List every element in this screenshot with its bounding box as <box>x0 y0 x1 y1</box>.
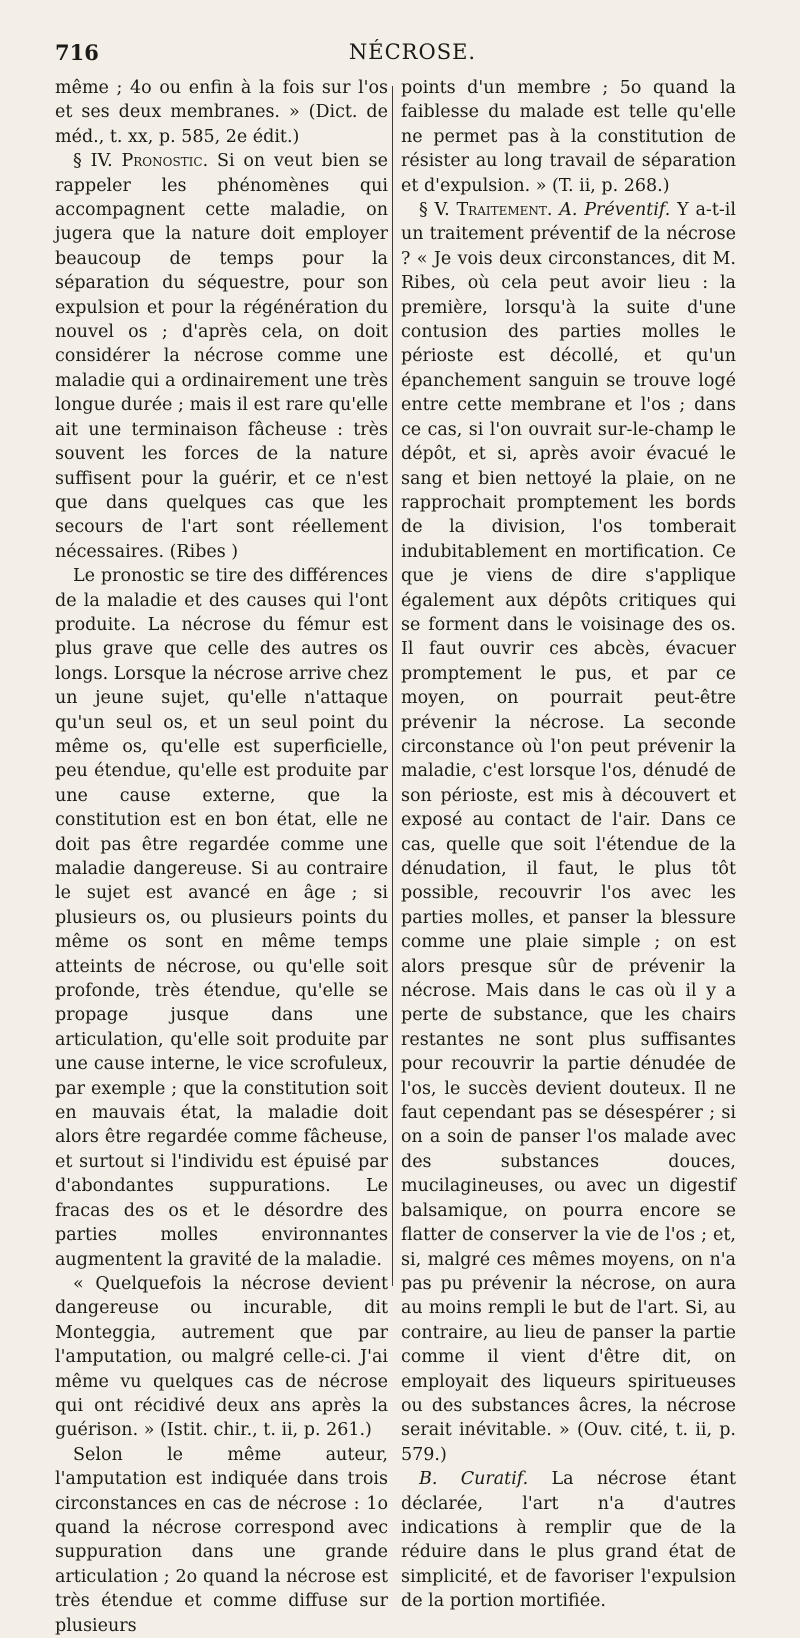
paragraph: points d'un membre ; 5o quand la faiblesse du malade est telle qu'elle ne permet pas à la constitution de résister au long travail de séparation et d'expulsion. » (T. ii, p. 268.) <box>401 78 736 196</box>
column-divider <box>392 86 393 1286</box>
section-heading: § V. Traitement. <box>419 200 553 221</box>
page-number: 716 <box>55 40 99 65</box>
running-head <box>55 40 770 70</box>
paragraph-text: Y a-t-il un traitement préventif de la nécrose ? « Je vois deux circonstances, dit M. Ribes, où cela peut avoir lieu : la première, lorsqu'à la suite d'une contusion des parties molles le périoste est décollé, et qu'un épanchement sanguin se trouve logé entre cette membrane et l'os ; dans ce cas, si l'on ouvrait sur-le-champ le dépôt, et si, après avoir évacué le sang et bien nettoyé la plaie, on ne rapprochait promptement les bords de la division, l'os tomberait indubitablement en mortification. Ce que je viens de dire s'applique également aux dépôts critiques qui se forment dans le voisinage des os. Il faut ouvrir ces abcès, évacuer promptement le pus, et par ce moyen, on pourrait peut-être prévenir la nécrose. La seconde circonstance où l'on peut prévenir la maladie, c'est lorsque l'os, dénudé de son périoste, est mis à découvert et exposé au contact de l'air. Dans ce cas, quelle que soit l'étendue de la dénudation, il faut, le plus tôt possible, recouvrir l'os avec les parties molles, et panser la blessure comme une plaie simple ; on est alors presque sûr de prévenir la nécrose. Mais dans le cas où il y a perte de substance, que les chairs restantes ne sont plus suffisantes pour recouvrir la partie dénudée de l'os, le succès devient douteux. Il ne faut cependant pas se désespérer ; si on a soin de panser l'os malade avec des substances douces, mucilagineuses, ou avec un digestif balsamique, on pourra encore se flatter de conserver la vie de l'os ; et, si, malgré ces mêmes moyens, on n'a pas pu prévenir la nécrose, on aura au moins rempli le but de l'art. Si, au contraire, au lieu de panser la partie comme il vient d'être dit, on employait des liqueurs spiritueuses ou des substances âcres, la nécrose serait inévitable. » (Ouv. cité, t. ii, p. 579.) <box>401 200 736 1465</box>
paragraph: même ; 4o ou enfin à la fois sur l'os et ses deux membranes. » (Dict. de méd., t. xx, p. 585, 2e édit.) <box>55 78 388 147</box>
section-curatif <box>401 1467 736 1613</box>
section-pronostic <box>55 149 388 564</box>
left-column <box>55 76 388 1638</box>
section-heading: § IV. Pronostic. <box>73 151 209 172</box>
section-traitement <box>401 198 736 1467</box>
right-column <box>401 76 736 1614</box>
header-title: NÉCROSE. <box>348 40 477 64</box>
subsection-heading: B. Curatif. <box>419 1469 529 1490</box>
paragraph: Le pronostic se tire des différences de la maladie et des causes qui l'ont produite. La nécrose du fémur est plus grave que celle des autres os longs. Lorsque la nécrose arrive chez un jeune sujet, qu'elle n'attaque qu'un seul os, et un seul point du même os, qu'elle est superficielle, peu étendue, qu'elle est produite par une cause externe, que la constitution est en bon état, elle ne doit pas être regardée comme une maladie dangereuse. Si au contraire le sujet est avancé en âge ; si plusieurs os, ou plusieurs points du même os sont en même temps atteints de nécrose, ou qu'elle soit profonde, très étendue, qu'elle se propage jusque dans une articulation, qu'elle soit produite par une cause interne, le vice scrofuleux, par exemple ; que la constitution soit en mauvais état, la maladie doit alors être regardée comme fâcheuse, et surtout si l'individu est épuisé par d'abondantes suppurations. Le fracas des os et le désordre des parties molles environnantes augmentent la gravité de la maladie. <box>55 566 388 1270</box>
paragraph: Selon le même auteur, l'amputation est indiquée dans trois circonstances en cas de nécrose : 1o quand la nécrose correspond avec suppuration dans une grande articulation ; 2o quand la nécrose est très étendue et comme diffuse sur plusieurs <box>55 1444 388 1636</box>
paragraph: « Quelquefois la nécrose devient dangereuse ou incurable, dit Monteggia, autrement que par l'amputation, ou malgré celle-ci. J'ai même vu quelques cas de nécrose qui ont récidivé deux ans après la guérison. » (Istit. chir., t. ii, p. 261.) <box>55 1273 388 1441</box>
paragraph-text: Si on veut bien se rappeler les phénomènes qui accompagnent cette maladie, on jugera que la nature doit employer beaucoup de temps pour la séparation du séquestre, pour son expulsion et pour la régénération du nouvel os ; d'après cela, on doit considérer la nécrose comme une maladie qui a ordinairement une très longue durée ; mais il est rare qu'elle ait une terminaison fâcheuse : très souvent les forces de la nature suffisent pour la guérir, et ce n'est que dans quelques cas que les secours de l'art sont réellement nécessaires. (Ribes ) <box>55 151 388 562</box>
subsection-heading: A. Préventif. <box>559 200 671 221</box>
paragraph-text: La nécrose étant déclarée, l'art n'a d'autres indications à remplir que de la réduire dans le plus grand état de simplicité, et de favoriser l'expulsion de la portion mortifiée. <box>401 1469 736 1612</box>
